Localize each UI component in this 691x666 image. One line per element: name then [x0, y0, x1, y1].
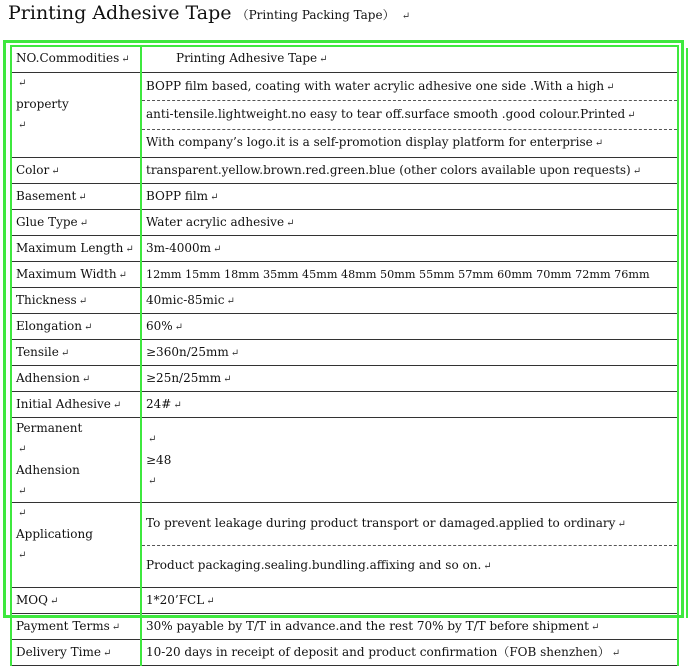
value-cell: Water acrylic adhesive ↵ [141, 210, 678, 236]
spec-table [10, 46, 679, 666]
label-cell: Payment Terms ↵ [11, 614, 141, 640]
table-row [11, 73, 678, 101]
value-cell: ≥360n/25mm ↵ [141, 340, 678, 366]
label-cell: Tensile ↵ [11, 340, 141, 366]
value-cell: 12mm 15mm 18mm 35mm 45mm 48mm 50mm 55mm 57mm 60mm 70mm 72mm 76mm [141, 262, 678, 288]
table-row [11, 366, 678, 392]
table-row [11, 288, 678, 314]
table-row [11, 640, 678, 666]
label-cell: Delivery Time ↵ [11, 640, 141, 666]
label-cell: Maximum Width ↵ [11, 262, 141, 288]
label-cell: NO.Commodities ↵ [11, 46, 141, 73]
value-cell: anti-tensile.lightweight.no easy to tear off.surface smooth .good colour.Printed ↵ [141, 101, 678, 129]
label-cell: Maximum Length ↵ [11, 236, 141, 262]
table-row [11, 184, 678, 210]
top-green-rule [10, 45, 679, 47]
table-row [11, 340, 678, 366]
value-cell: Printing Adhesive Tape ↵ [141, 46, 678, 73]
value-cell: Product packaging.sealing.bundling.affixing and so on. ↵ [141, 545, 678, 588]
paragraph-mark-icon: ↵ [401, 11, 411, 22]
value-cell: ↵ ≥48 ↵ [141, 418, 678, 503]
value-cell: 24# ↵ [141, 392, 678, 418]
label-cell: Basement ↵ [11, 184, 141, 210]
table-row [11, 503, 678, 546]
value-cell: BOPP film ↵ [141, 184, 678, 210]
value-cell: To prevent leakage during product transport or damaged.applied to ordinary ↵ [141, 503, 678, 546]
label-cell: Permanent ↵ Adhension ↵ [11, 418, 141, 503]
value-cell: BOPP film based, coating with water acrylic adhesive one side .With a high ↵ [141, 73, 678, 101]
table-row [11, 314, 678, 340]
label-cell: Color ↵ [11, 158, 141, 184]
value-cell: transparent.yellow.brown.red.green.blue (other colors available upon requests) ↵ [141, 158, 678, 184]
title-main: Printing Adhesive Tape [8, 2, 232, 24]
table-row [11, 210, 678, 236]
table-row [11, 614, 678, 640]
label-cell: ↵ Applicationg ↵ [11, 503, 141, 588]
value-cell: 10-20 days in receipt of deposit and product confirmation（FOB shenzhen） ↵ [141, 640, 678, 666]
value-cell: With company’s logo.it is a self-promotion display platform for enterprise ↵ [141, 129, 678, 157]
label-cell: MOQ ↵ [11, 588, 141, 614]
document-title [8, 2, 410, 24]
value-cell: ≥25n/25mm ↵ [141, 366, 678, 392]
title-sub: （Printing Packing Tape） [236, 8, 395, 22]
table-row [11, 262, 678, 288]
value-cell: 40mic-85mic ↵ [141, 288, 678, 314]
label-cell: Initial Adhesive ↵ [11, 392, 141, 418]
right-green-rule [686, 48, 688, 618]
table-row [11, 236, 678, 262]
label-cell: Glue Type ↵ [11, 210, 141, 236]
table-row [11, 46, 678, 73]
label-cell: Elongation ↵ [11, 314, 141, 340]
table-row [11, 392, 678, 418]
table-row [11, 418, 678, 503]
value-cell: 3m-4000m ↵ [141, 236, 678, 262]
table-row [11, 588, 678, 614]
value-cell: 30% payable by T/T in advance.and the rest 70% by T/T before shipment ↵ [141, 614, 678, 640]
label-cell: Thickness ↵ [11, 288, 141, 314]
label-cell: ↵ property ↵ [11, 73, 141, 158]
table-row [11, 158, 678, 184]
value-cell: 1*20’FCL ↵ [141, 588, 678, 614]
value-cell: 60% ↵ [141, 314, 678, 340]
label-cell: Adhension ↵ [11, 366, 141, 392]
